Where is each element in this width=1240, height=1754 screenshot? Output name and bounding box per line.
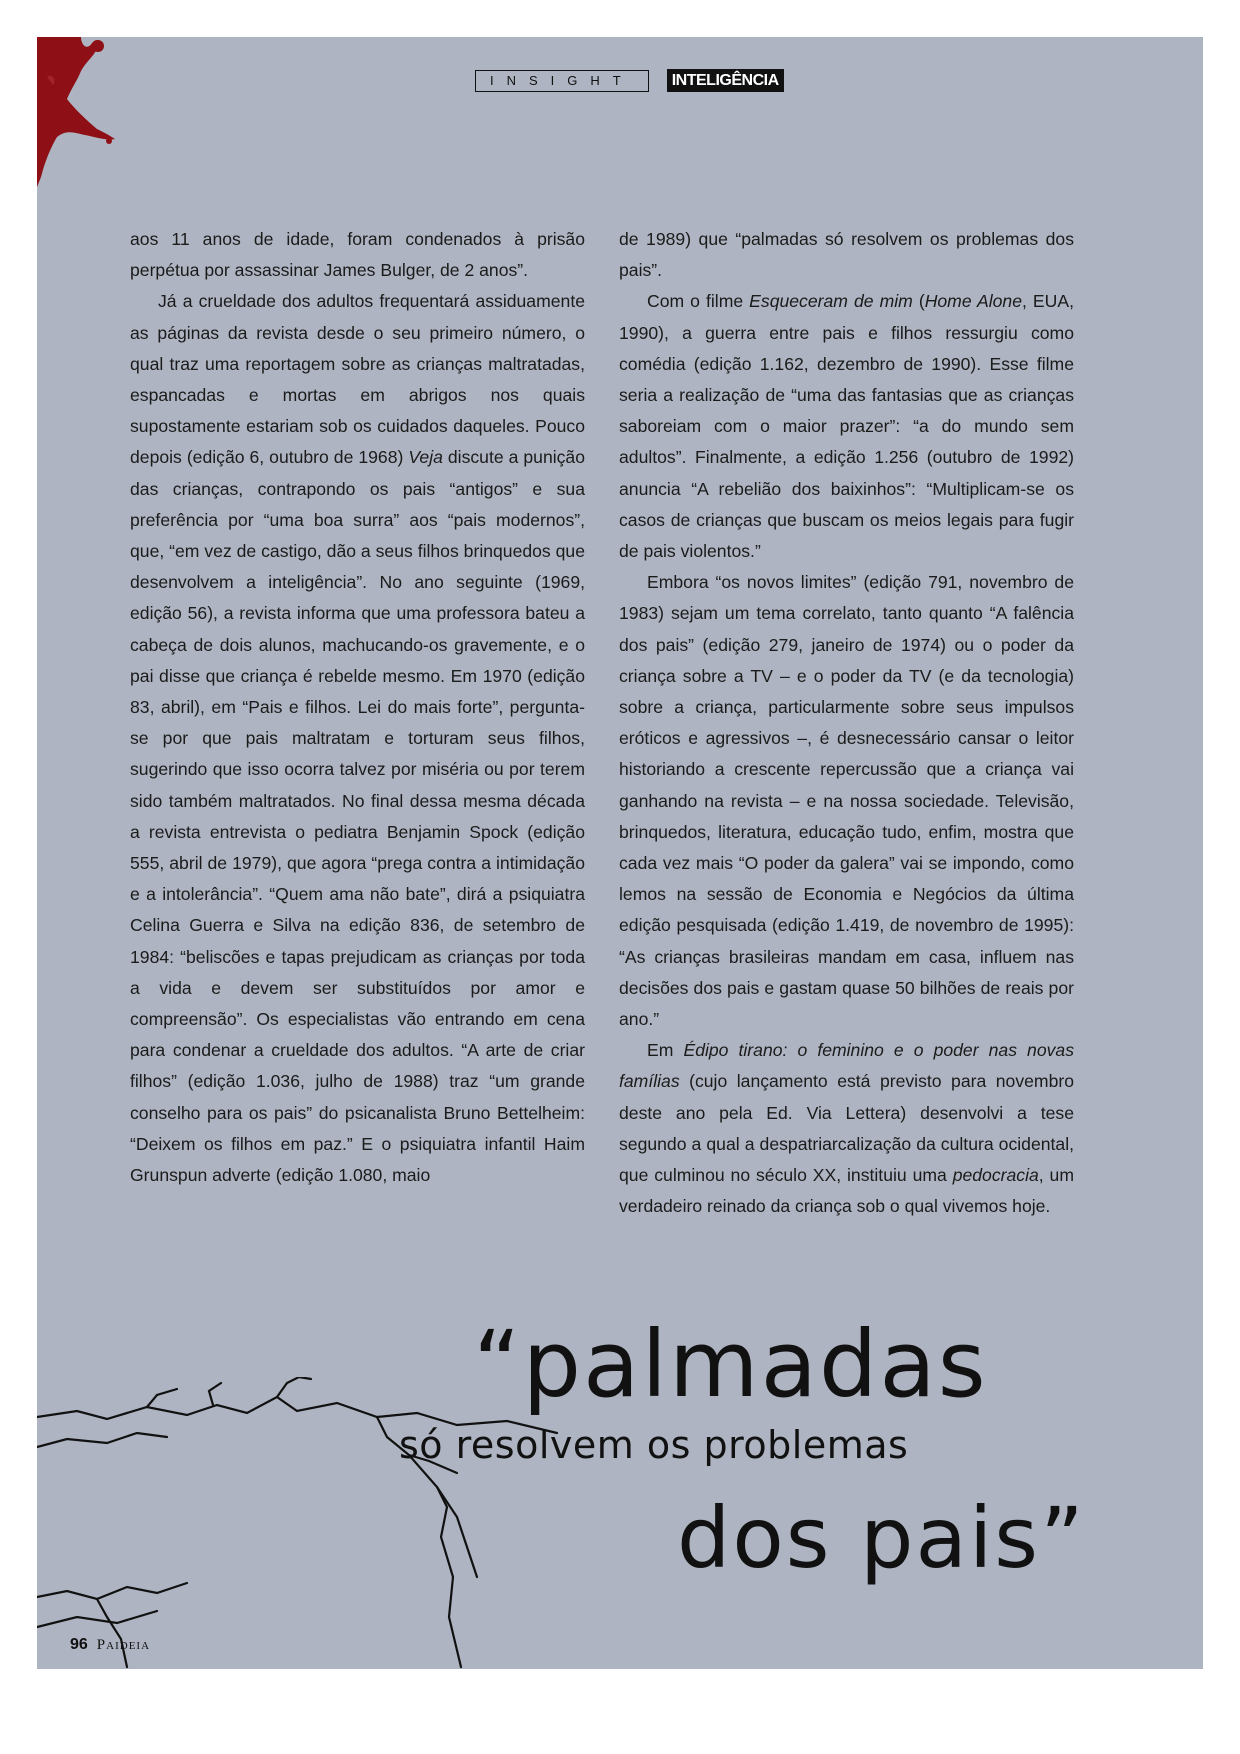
crack-lines-decoration — [37, 1377, 597, 1669]
left-paragraph-2: Já a crueldade dos adultos frequentará assiduamente as páginas da revista desde o seu primeiro número, o qual traz uma reportagem sobre as crianças maltratadas, espancadas e mortas em abrigos nos quais supostamente estariam sob os cuidados daqueles. Pouco depois (edição 6, outubro de 1968) Veja discute a punição das crianças, contrapondo os pais “antigos” e sua preferência por “uma boa surra” aos “pais modernos”, que, “em vez de castigo, dão a seus filhos brinquedos que desenvolvem a inteligência”. No ano seguinte (1969, edição 56), a revista informa que uma professora bateu a cabeça de dois alunos, machucando-os gravemente, e o pai disse que criança é rebelde mesmo. Em 1970 (edição 83, abril), em “Pais e filhos. Lei do mais forte”, pergunta-se por que pais maltratam e torturam seus filhos, sugerindo que isso ocorra talvez por miséria ou por terem sido também maltratados. No final dessa mesma década a revista entrevista o pediatra Benjamin Spock (edição 555, abril de 1979), que agora “prega contra a intimidação e a intolerância”. “Quem ama não bate”, dirá a psiquiatra Celina Guerra e Silva na edição 836, de setembro de 1984: “beliscões e tapas prejudicam as crianças por toda a vida e devem ser substituídos por amor e compreensão”. Os especialistas vão entrando em cena para condenar a crueldade dos adultos. “A arte de criar filhos” (edição 1.036, julho de 1988) traz “um grande conselho para os pais” do psicanalista Bruno Bettelheim: “Deixem os filhos em paz.” E o psiquiatra infantil Haim Grunspun adverte (edição 1.080, maio — [130, 291, 586, 1186]
left-paragraph-1: aos 11 anos de idade, foram condenados à prisão perpétua por assassinar James Bulger, de 2 anos”. — [130, 229, 585, 281]
section-header — [475, 69, 784, 92]
right-paragraph-1: de 1989) que “palmadas só resolvem os problemas dos pais”. — [619, 229, 1074, 281]
pull-quote-line-2: só resolvem os problemas — [399, 1423, 909, 1467]
section-label: INTELIGÊNCIA — [667, 69, 784, 92]
ink-splatter-decoration — [37, 37, 147, 187]
pull-quote-line-1: “palmadas — [473, 1311, 988, 1418]
page — [37, 37, 1203, 1669]
right-paragraph-2: Com o filme Esqueceram de mim (Home Alone, EUA, 1990), a guerra entre pais e filhos ressurgiu como comédia (edição 1.162, dezembro de 1990). Esse filme seria a realização de “uma das fantasias que as crianças saboreiam com o maior prazer”: “a do mundo sem adultos”. Finalmente, a edição 1.256 (outubro de 1992) anuncia “A rebelião dos baixinhos”: “Multiplicam-se os casos de crianças que buscam os meios legais para fugir de pais violentos.” — [619, 291, 1074, 562]
left-column — [130, 224, 585, 1191]
right-paragraph-3: Embora “os novos limites” (edição 791, novembro de 1983) sejam um tema correlato, tanto quanto “A falência dos pais” (edição 279, janeiro de 1974) ou o poder da criança sobre a TV – e o poder da TV (e da tecnologia) sobre a criança, particularmente sobre seus impulsos eróticos e agressivos –, é desnecessário cansar o leitor historiando a crescente repercussão que a criança vai ganhando na revista – e na nossa sociedade. Televisão, brinquedos, literatura, educação tudo, enfim, mostra que cada vez mais “O poder da galera” vai se impondo, como lemos na sessão de Economia e Negócios da última edição pesquisada (edição 1.419, de novembro de 1995): “As crianças brasileiras mandam em casa, influem nas decisões dos pais e gastam quase 50 bilhões de reais por ano.” — [619, 572, 1074, 1030]
insight-tag: INSIGHT — [475, 70, 649, 92]
pull-quote-line-3: dos pais” — [677, 1489, 1086, 1587]
right-paragraph-4: Em Édipo tirano: o feminino e o poder nas novas famílias (cujo lançamento está previsto para novembro deste ano pela Ed. Via Lettera) desenvolvi a tese segundo a qual a despatriarcalização da cultura ocidental, que culminou no século XX, instituiu uma pedocracia, um verdadeiro reinado da criança sob o qual vivemos hoje. — [619, 1040, 1074, 1217]
publication-name: Paideia — [96, 1637, 151, 1653]
page-footer — [70, 1636, 150, 1654]
page-number: 96 — [70, 1636, 88, 1653]
right-column — [619, 224, 1074, 1223]
